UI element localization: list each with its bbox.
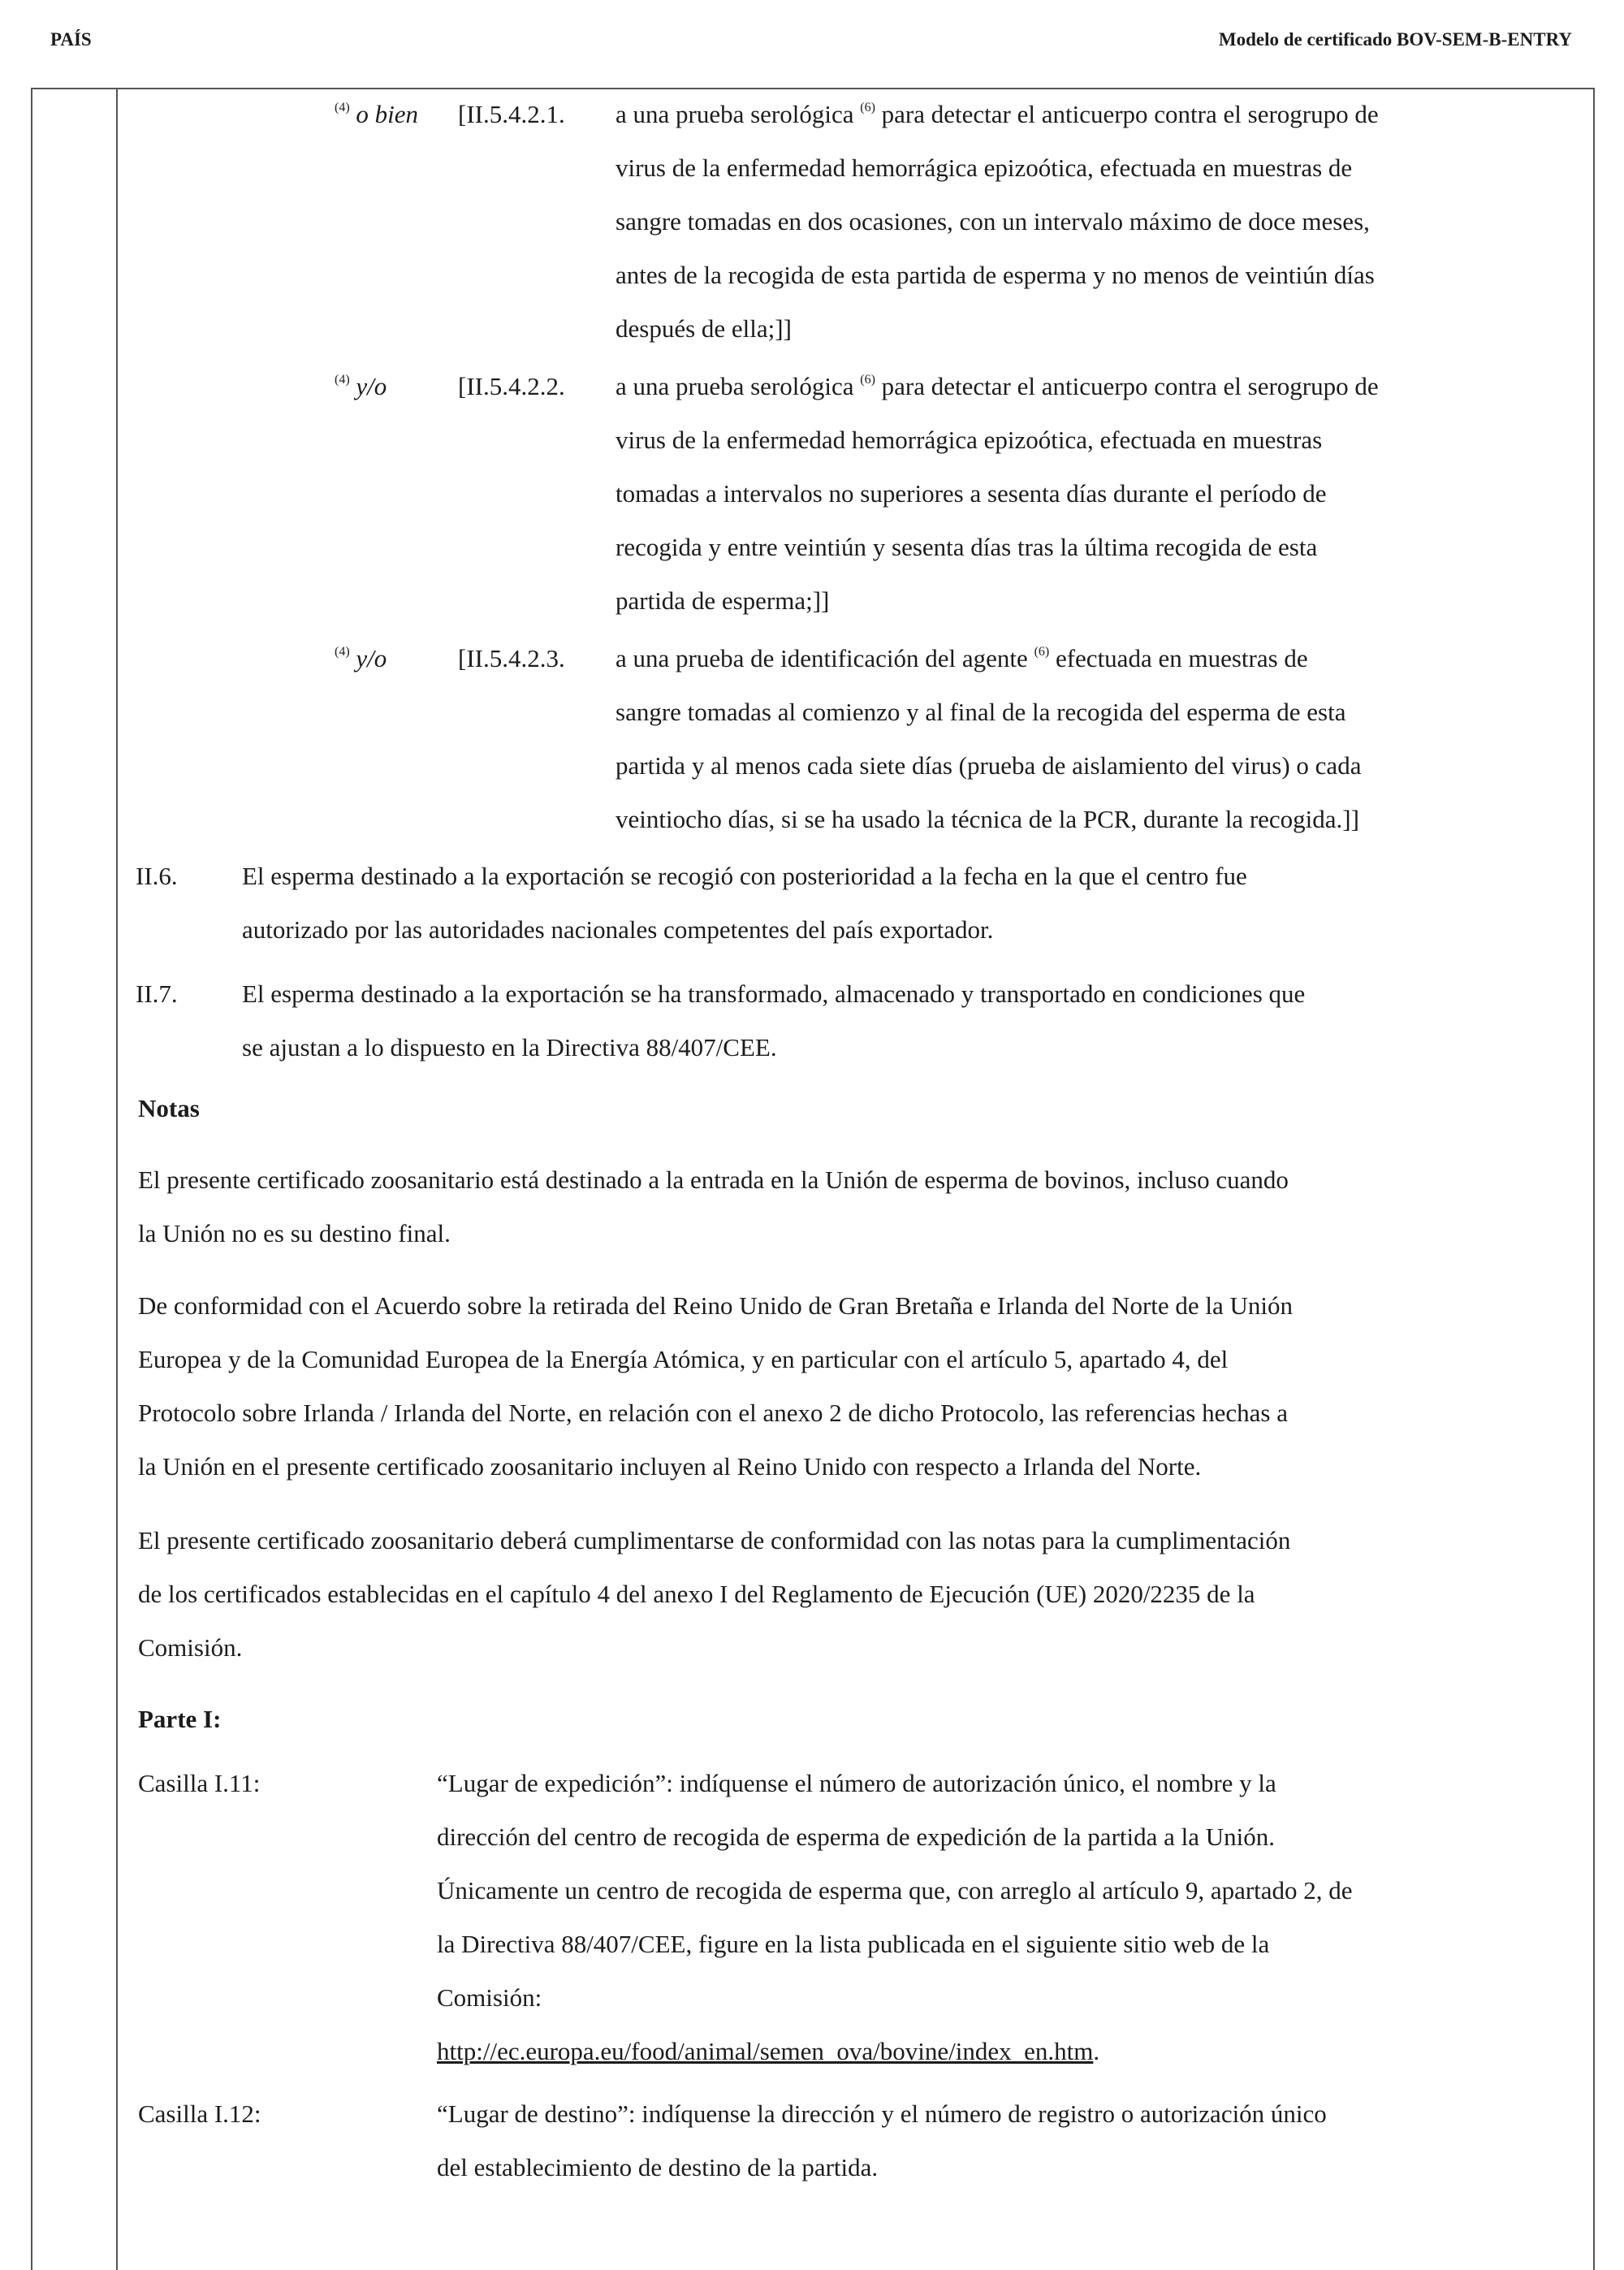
subitem-text: a una prueba serológica $^{(6)}$ para detectar el anticuerpo contra el serogrupo de virus de la enfermedad hemorrágica epizoótica, efectuada en muestras tomadas a intervalos no superiores a sesenta días durante el período de recogida y entre veintiún y sesenta días tras la última recogida de esta partida de esperma;]]: [615, 372, 1379, 615]
section-text: El esperma destinado a la exportación se recogió con posterioridad a la fecha en la que el centro fue autorizado por las autoridades nacionales competentes del país exportador.: [242, 862, 1247, 944]
section-text: El esperma destinado a la exportación se ha transformado, almacenado y transportado en condiciones que se ajustan a lo dispuesto en la Directiva 88/407/CEE.: [242, 979, 1306, 1061]
notes-paragraph-1: El presente certificado zoosanitario está destinado a la entrada en la Unión de esperma de bovinos, incluso cuando la Unión no es su destino final.: [138, 1165, 1289, 1247]
subitem-mark: $^{(4)}$ y/o: [335, 644, 387, 672]
frame-right-border: [1593, 88, 1595, 2270]
section-number: II.6.: [136, 862, 178, 890]
subitem-code: [II.5.4.2.2.: [458, 372, 565, 400]
subitem-code: [II.5.4.2.1.: [458, 100, 565, 128]
subitem-text: a una prueba de identificación del agente $^{(6)}$ efectuada en muestras de sangre tomadas al comienzo y al final de la recogida del esperma de esta partida y al menos cada siete días (prueba de aislamiento del virus) o cada veintiocho días, si se ha usado la técnica de la PCR, durante la recogida.]]: [615, 644, 1362, 833]
frame-inner-border: [116, 88, 118, 2270]
box-text: “Lugar de destino”: indíquense la dirección y el número de registro o autorización único del establecimiento de destino de la partida.: [437, 2099, 1327, 2181]
subitem-mark: $^{(4)}$ y/o: [335, 372, 387, 400]
notes-heading: Notas: [138, 1094, 200, 1122]
part1-heading: Parte I:: [138, 1705, 222, 1733]
notes-paragraph-3: El presente certificado zoosanitario deberá cumplimentarse de conformidad con las notas para la cumplimentación de los certificados establecidas en el capítulo 4 del anexo I del Reglamento de Ejecución (UE) 2020/2235 de la Comisión.: [138, 1526, 1291, 1662]
header-certificate-model: Modelo de certificado BOV-SEM-B-ENTRY: [1218, 29, 1572, 50]
box-label: Casilla I.11:: [138, 1769, 261, 1797]
header-country: PAÍS: [50, 29, 92, 50]
subitem-text: a una prueba serológica $^{(6)}$ para detectar el anticuerpo contra el serogrupo de virus de la enfermedad hemorrágica epizoótica, efectuada en muestras de sangre tomadas en dos ocasiones, con un intervalo máximo de doce meses, antes de la recogida de esta partida de esperma y no menos de veintiún días después de ella;]]: [615, 100, 1379, 343]
frame-left-border: [31, 88, 32, 2270]
notes-paragraph-2: De conformidad con el Acuerdo sobre la retirada del Reino Unido de Gran Bretaña e Irlanda del Norte de la Unión Europea y de la Comunidad Europea de la Energía Atómica, y en particular con el artículo 5, apartado 4, del Protocolo sobre Irlanda / Irlanda del Norte, en relación con el anexo 2 de dicho Protocolo, las referencias hechas a la Unión en el presente certificado zoosanitario incluyen al Reino Unido con respecto a Irlanda del Norte.: [138, 1291, 1294, 1481]
section-number: II.7.: [136, 979, 178, 1008]
subitem-code: [II.5.4.2.3.: [458, 644, 565, 672]
commission-website-link[interactable]: http://ec.europa.eu/food/animal/semen_ova/bovine/index_en.htm: [437, 2037, 1094, 2065]
subitem-mark: $^{(4)}$ o bien: [335, 100, 419, 128]
box-text: “Lugar de expedición”: indíquense el número de autorización único, el nombre y la dirección del centro de recogida de esperma de expedición de la partida a la Unión. Únicamente un centro de recogida de esperma que, con arreglo al artículo 9, apartado 2, de la Directiva 88/407/CEE, figure en la lista publicada en el siguiente sitio web de la Comisión: http://ec.europa.eu/food/animal/semen_ova/bovine/index_en.htm.: [437, 1769, 1353, 2065]
box-label: Casilla I.12:: [138, 2099, 261, 2128]
